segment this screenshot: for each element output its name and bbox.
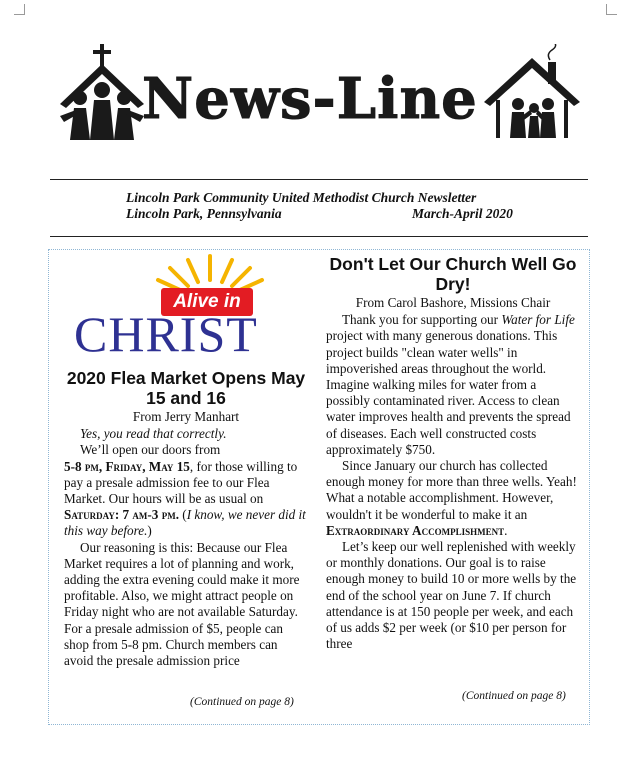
flea-market-p2 bbox=[64, 442, 308, 539]
church-well-article bbox=[326, 254, 580, 652]
p2-lead: We’ll open our doors from bbox=[80, 442, 221, 458]
p2-close-paren: ) bbox=[147, 523, 152, 539]
flea-market-byline: From Jerry Manhart bbox=[132, 409, 240, 424]
church-well-p2 bbox=[326, 458, 580, 539]
newsletter-title: News-Line bbox=[142, 66, 478, 132]
church-well-continued: (Continued on page 8) bbox=[462, 690, 566, 702]
crop-mark-top-right bbox=[606, 4, 617, 15]
flea-market-p3: Our reasoning is this: Because our Flea Market requires a lot of planning and work, adding the extra evening could make it more profitable. Also, we might attract people on Friday night who are not available Saturday. For a presale admission of $5, people can shop from 5-8 pm. Church members can avoid the presale admission price bbox=[64, 539, 300, 669]
masthead bbox=[48, 40, 588, 150]
p2-open-paren: ( bbox=[179, 507, 187, 523]
church-well-byline: From Carol Bashore, Missions Chair bbox=[355, 295, 551, 310]
extraordinary-accomplishment: Extraordinary Accomplishment bbox=[326, 522, 505, 538]
church-well-headline: Don't Let Our Church Well Go Dry! bbox=[329, 254, 577, 294]
alive-in-christ-logo bbox=[70, 250, 300, 362]
p1-lead: Thank you for supporting our bbox=[342, 312, 502, 328]
issue-date: March-April 2020 bbox=[412, 206, 513, 221]
bottom-rule bbox=[50, 236, 588, 237]
flea-market-continued: (Continued on page 8) bbox=[190, 696, 294, 708]
church-well-p3: Let’s keep our well replenished with weekly or monthly donations. Our goal is to raise enough money to build 10 or more wells by the end of the school year on June 7. If church attendance is at 150 people per week, and each of us adds $2 per week (or $10 per person for three bbox=[326, 539, 577, 652]
flea-market-headline: 2020 Flea Market Opens May 15 and 16 bbox=[66, 368, 306, 408]
location-date-line bbox=[126, 206, 526, 222]
p1-rest: project with many generous donations. This project builds "clean water wells" in impoverished areas throughout the world. Imagine walking miles for water from a possibly contaminated river. Access to clean water improves health and prevents the spread of diseases. Each well constructed costs approximately $750. bbox=[326, 328, 571, 457]
saturday-hours: Saturday: 7 am-3 pm. bbox=[64, 507, 179, 523]
logo-alive-text: Alive in bbox=[161, 288, 253, 316]
p2-end: . bbox=[504, 522, 508, 538]
flea-market-p1: Yes, you read that correctly. bbox=[80, 426, 227, 442]
friday-hours: 5-8 pm, Friday, May 15 bbox=[64, 458, 190, 474]
flea-market-article bbox=[64, 368, 308, 669]
p2-lead: Since January our church has collected enough money for more than three wells. Yeah! What a notable accomplishment. However, wouldn't it be wonderful to make it an bbox=[326, 458, 577, 522]
crop-mark-top-left bbox=[14, 4, 25, 15]
house-family-icon bbox=[482, 44, 582, 142]
logo-christ-text: CHRIST bbox=[74, 306, 258, 362]
church-people-icon bbox=[56, 42, 148, 142]
p2-mid: , for those willing to pay a presale admission fee to our Flea Market. Our hours will be as usual on bbox=[64, 458, 298, 507]
p2-aside: I know, we never did it this way before. bbox=[64, 507, 306, 539]
location: Lincoln Park, Pennsylvania bbox=[126, 206, 282, 221]
top-rule bbox=[50, 179, 588, 180]
water-for-life: Water for Life bbox=[501, 312, 575, 328]
church-well-p1 bbox=[326, 312, 580, 458]
newsletter-subtitle: Lincoln Park Community United Methodist Church Newsletter bbox=[126, 190, 477, 205]
